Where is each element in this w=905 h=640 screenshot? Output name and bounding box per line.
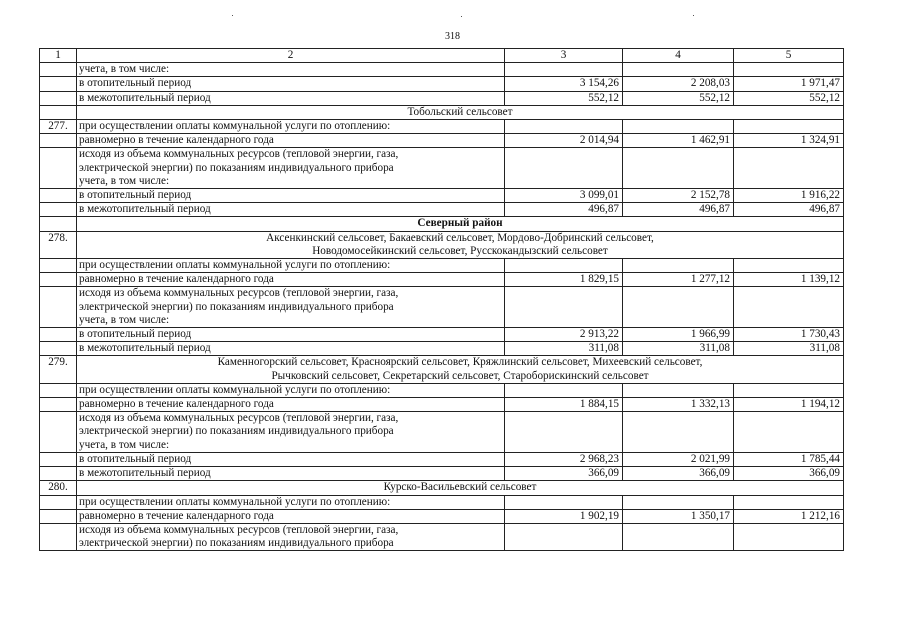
- title-line: Северный район: [417, 217, 503, 230]
- settlement-group-title: [77, 105, 844, 119]
- value-col-5: 496,87: [734, 203, 844, 217]
- row-number: [40, 412, 77, 453]
- value-col-3: 3 099,01: [505, 189, 623, 203]
- value-col-4: 1 462,91: [623, 134, 734, 148]
- row-description: [77, 342, 505, 356]
- header-col-5: 5: [734, 49, 844, 63]
- value-col-3: 3 154,26: [505, 77, 623, 91]
- table-row: [40, 467, 844, 481]
- value-col-4: [623, 120, 734, 134]
- row-description: [77, 91, 505, 105]
- value-col-5: [734, 523, 844, 550]
- value-col-3: 1 902,19: [505, 509, 623, 523]
- value-col-3: [505, 63, 623, 77]
- description-line: в межотопительный период: [79, 467, 211, 480]
- description-line: исходя из объема коммунальных ресурсов (тепловой энергии, газа,: [79, 148, 399, 161]
- value-col-3: [505, 148, 623, 189]
- table-row: [40, 259, 844, 273]
- description-line: учета, в том числе:: [79, 63, 170, 76]
- row-number: [40, 77, 77, 91]
- row-description: [77, 467, 505, 481]
- value-col-3: 2 968,23: [505, 452, 623, 466]
- value-col-5: [734, 259, 844, 273]
- value-col-3: 366,09: [505, 467, 623, 481]
- description-line: исходя из объема коммунальных ресурсов (тепловой энергии, газа,: [79, 523, 399, 536]
- title-line: Аксенкинский сельсовет, Бакаевский сельсовет, Мордово-Добринский сельсовет,: [266, 231, 654, 244]
- description-line: электрической энергии) по показаниям индивидуального прибора: [79, 425, 394, 438]
- row-number: [40, 273, 77, 287]
- title-line: Каменногорский сельсовет, Красноярский сельсовет, Кряжлинский сельсовет, Михеевский сельсовет,: [217, 356, 703, 369]
- row-description: [77, 203, 505, 217]
- row-description: [77, 412, 505, 453]
- region-heading-row: [40, 217, 844, 231]
- table-row: [40, 134, 844, 148]
- value-col-4: 1 332,13: [623, 398, 734, 412]
- row-description: [77, 383, 505, 397]
- row-number: [40, 342, 77, 356]
- table-row: [40, 148, 844, 189]
- value-col-5: 1 324,91: [734, 134, 844, 148]
- row-description: [77, 398, 505, 412]
- value-col-4: [623, 287, 734, 328]
- section-heading-row: [40, 356, 844, 383]
- value-col-4: 496,87: [623, 203, 734, 217]
- header-col-4: 4: [623, 49, 734, 63]
- value-col-5: [734, 495, 844, 509]
- value-col-5: 1 730,43: [734, 328, 844, 342]
- table-row: [40, 452, 844, 466]
- table-row: [40, 495, 844, 509]
- title-line: Рычковский сельсовет, Секретарский сельсовет, Староборискинский сельсовет: [271, 369, 649, 382]
- row-number: 280.: [40, 481, 77, 495]
- value-col-4: [623, 148, 734, 189]
- row-number: 277.: [40, 120, 77, 134]
- title-line: Новодомосейкинский сельсовет, Русскокандызский сельсовет: [312, 244, 608, 257]
- value-col-5: [734, 412, 844, 453]
- value-col-3: [505, 259, 623, 273]
- value-col-5: 1 139,12: [734, 273, 844, 287]
- scan-dot: [461, 16, 462, 17]
- description-line: при осуществлении оплаты коммунальной услуги по отоплению:: [79, 495, 391, 508]
- value-col-5: 1 194,12: [734, 398, 844, 412]
- value-col-4: [623, 259, 734, 273]
- table-row: [40, 328, 844, 342]
- description-line: электрической энергии) по показаниям индивидуального прибора: [79, 300, 394, 313]
- description-line: в отопительный период: [79, 77, 192, 90]
- header-col-3: 3: [505, 49, 623, 63]
- description-line: электрической энергии) по показаниям индивидуального прибора: [79, 161, 394, 174]
- row-number: [40, 383, 77, 397]
- value-col-5: 1 785,44: [734, 452, 844, 466]
- row-description: [77, 287, 505, 328]
- value-col-3: [505, 495, 623, 509]
- row-description: [77, 148, 505, 189]
- row-description: [77, 259, 505, 273]
- description-line: исходя из объема коммунальных ресурсов (тепловой энергии, газа,: [79, 412, 399, 425]
- row-number: [40, 509, 77, 523]
- region-title: [77, 217, 844, 231]
- section-heading-row: [40, 231, 844, 258]
- value-col-4: 552,12: [623, 91, 734, 105]
- table-row: [40, 189, 844, 203]
- value-col-3: 2 913,22: [505, 328, 623, 342]
- table-row: [40, 120, 844, 134]
- row-description: [77, 273, 505, 287]
- row-description: [77, 189, 505, 203]
- value-col-3: [505, 412, 623, 453]
- description-line: равномерно в течение календарного года: [79, 509, 274, 522]
- row-description: [77, 134, 505, 148]
- scan-artifacts: [0, 9, 905, 21]
- description-line: равномерно в течение календарного года: [79, 134, 274, 147]
- row-number: [40, 134, 77, 148]
- scan-dot: [232, 15, 233, 16]
- value-col-4: 2 208,03: [623, 77, 734, 91]
- description-line: равномерно в течение календарного года: [79, 398, 274, 411]
- description-line: в межотопительный период: [79, 342, 211, 355]
- row-number: [40, 287, 77, 328]
- row-number: 279.: [40, 356, 77, 383]
- row-number: 278.: [40, 231, 77, 258]
- row-number: [40, 398, 77, 412]
- table-row: [40, 287, 844, 328]
- row-number: [40, 328, 77, 342]
- value-col-3: 1 884,15: [505, 398, 623, 412]
- table-row: [40, 509, 844, 523]
- value-col-4: [623, 523, 734, 550]
- value-col-5: 552,12: [734, 91, 844, 105]
- tariff-table: [39, 48, 844, 551]
- value-col-5: 1 916,22: [734, 189, 844, 203]
- row-description: [77, 77, 505, 91]
- description-line: при осуществлении оплаты коммунальной услуги по отоплению:: [79, 383, 391, 396]
- row-description: [77, 63, 505, 77]
- row-number: [40, 91, 77, 105]
- value-col-3: 496,87: [505, 203, 623, 217]
- value-col-3: 552,12: [505, 91, 623, 105]
- row-number: [40, 63, 77, 77]
- description-line: в межотопительный период: [79, 91, 211, 104]
- table-row: [40, 77, 844, 91]
- row-description: [77, 328, 505, 342]
- value-col-4: [623, 63, 734, 77]
- row-number: [40, 105, 77, 119]
- value-col-3: [505, 120, 623, 134]
- value-col-4: [623, 383, 734, 397]
- section-heading-row: [40, 105, 844, 119]
- description-line: в отопительный период: [79, 328, 192, 341]
- row-description: [77, 495, 505, 509]
- header-row: [40, 49, 844, 63]
- table-row: [40, 398, 844, 412]
- header-col-1: 1: [40, 49, 77, 63]
- table-row: [40, 203, 844, 217]
- scan-dot: [693, 15, 694, 16]
- value-col-4: 1 350,17: [623, 509, 734, 523]
- value-col-5: [734, 120, 844, 134]
- value-col-5: [734, 63, 844, 77]
- value-col-4: 2 021,99: [623, 452, 734, 466]
- value-col-3: [505, 287, 623, 328]
- description-line: учета, в том числе:: [79, 313, 170, 326]
- value-col-3: [505, 383, 623, 397]
- value-col-3: 311,08: [505, 342, 623, 356]
- value-col-4: 2 152,78: [623, 189, 734, 203]
- description-line: при осуществлении оплаты коммунальной услуги по отоплению:: [79, 120, 391, 133]
- settlement-group-title: [77, 231, 844, 258]
- row-number: [40, 189, 77, 203]
- description-line: при осуществлении оплаты коммунальной услуги по отоплению:: [79, 259, 391, 272]
- settlement-group-title: [77, 481, 844, 495]
- table-row: [40, 523, 844, 550]
- description-line: в отопительный период: [79, 189, 192, 202]
- row-description: [77, 452, 505, 466]
- row-number: [40, 259, 77, 273]
- value-col-5: [734, 287, 844, 328]
- table-row: [40, 63, 844, 77]
- page-number: 318: [445, 31, 460, 42]
- description-line: в межотопительный период: [79, 203, 211, 216]
- row-number: [40, 203, 77, 217]
- row-number: [40, 452, 77, 466]
- row-number: [40, 148, 77, 189]
- value-col-4: [623, 495, 734, 509]
- table-row: [40, 342, 844, 356]
- row-description: [77, 509, 505, 523]
- settlement-group-title: [77, 356, 844, 383]
- title-line: Курско-Васильевский сельсовет: [383, 481, 537, 494]
- value-col-3: [505, 523, 623, 550]
- row-description: [77, 523, 505, 550]
- table-row: [40, 383, 844, 397]
- value-col-4: [623, 412, 734, 453]
- description-line: равномерно в течение календарного года: [79, 273, 274, 286]
- title-line: Тобольский сельсовет: [407, 105, 513, 118]
- value-col-5: 366,09: [734, 467, 844, 481]
- row-number: [40, 495, 77, 509]
- section-heading-row: [40, 481, 844, 495]
- value-col-4: 366,09: [623, 467, 734, 481]
- value-col-4: 311,08: [623, 342, 734, 356]
- table-row: [40, 91, 844, 105]
- value-col-5: 311,08: [734, 342, 844, 356]
- row-number: [40, 523, 77, 550]
- value-col-5: [734, 383, 844, 397]
- description-line: в отопительный период: [79, 452, 192, 465]
- table-row: [40, 273, 844, 287]
- description-line: учета, в том числе:: [79, 438, 170, 451]
- header-col-2: 2: [77, 49, 505, 63]
- value-col-5: 1 971,47: [734, 77, 844, 91]
- table-body: [40, 63, 844, 551]
- value-col-3: 1 829,15: [505, 273, 623, 287]
- value-col-3: 2 014,94: [505, 134, 623, 148]
- description-line: исходя из объема коммунальных ресурсов (тепловой энергии, газа,: [79, 287, 399, 300]
- description-line: электрической энергии) по показаниям индивидуального прибора: [79, 537, 394, 550]
- value-col-4: 1 277,12: [623, 273, 734, 287]
- table-row: [40, 412, 844, 453]
- row-number: [40, 467, 77, 481]
- description-line: учета, в том числе:: [79, 174, 170, 187]
- row-number: [40, 217, 77, 231]
- value-col-4: 1 966,99: [623, 328, 734, 342]
- value-col-5: 1 212,16: [734, 509, 844, 523]
- value-col-5: [734, 148, 844, 189]
- row-description: [77, 120, 505, 134]
